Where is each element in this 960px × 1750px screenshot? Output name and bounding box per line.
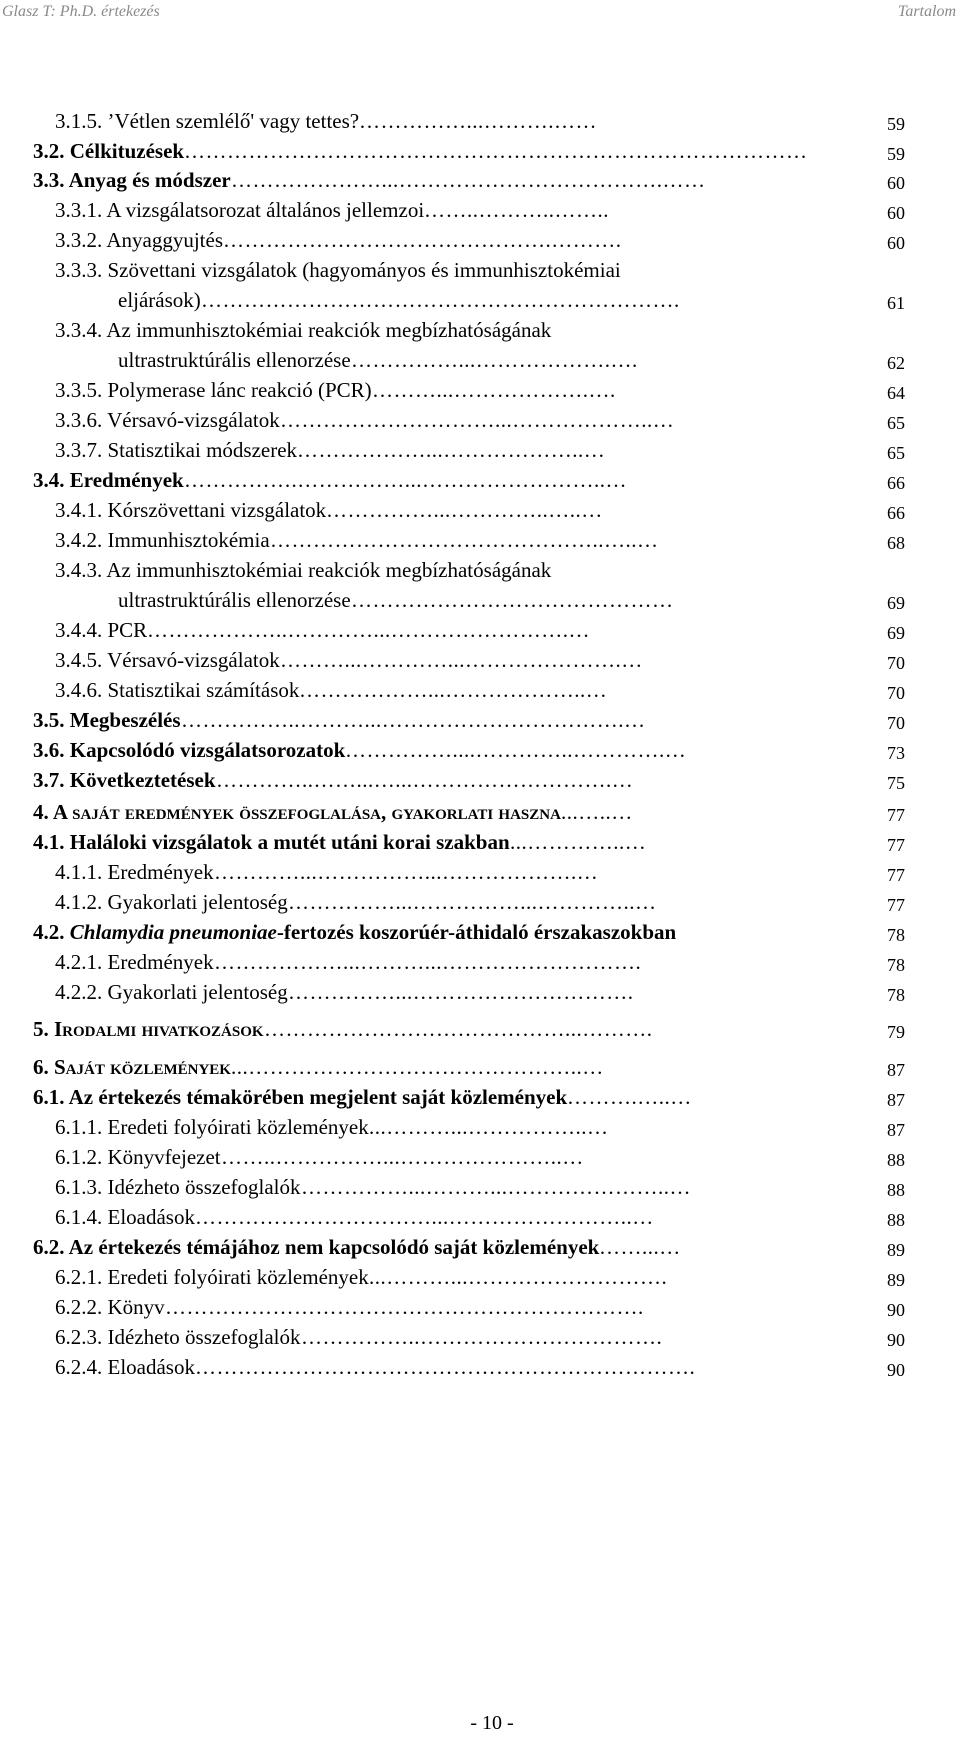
toc-entry-title [55, 858, 214, 886]
toc-entry-number: 6.2. [33, 1235, 65, 1259]
toc-entry-page: 65 [887, 413, 905, 433]
toc-entry-label: Eloadások [102, 1205, 195, 1229]
toc-entry-number: 3.5. [33, 708, 65, 732]
toc-entry-title [55, 1203, 195, 1231]
toc-entry-label: A saját eredmények összefoglalása, gyakorlati haszna [48, 800, 561, 824]
toc-entry-label: Könyvfejezet [102, 1145, 221, 1169]
toc-entry-page: 90 [887, 1360, 905, 1380]
toc-entry-number: 4.2.2. [55, 980, 103, 1004]
toc-entry-3-3-2[interactable] [0, 226, 960, 254]
toc-entry-3-4-3[interactable] [0, 556, 960, 613]
toc-entry-leader: ...………...………………………. [369, 1265, 668, 1289]
toc-entry-3-6[interactable] [0, 736, 960, 764]
toc-entry-leader: …………………………...………………..… [280, 408, 675, 432]
toc-entry-number: 3.3.3. [55, 258, 103, 282]
toc-entry-page: 69 [887, 623, 905, 643]
toc-entry-page: 75 [887, 773, 905, 793]
toc-entry-label: Kórszövettani vizsgálatok [102, 498, 327, 522]
toc-entry-6-1-1[interactable] [0, 1113, 960, 1141]
toc-entry-3-3-4[interactable] [0, 316, 960, 373]
toc-entry-title [33, 137, 184, 165]
toc-entry-leader: ……….…..… [567, 1085, 692, 1109]
toc-entry-number: 6.2.4. [55, 1355, 103, 1379]
toc-entry-label: Immunhisztokémia [102, 528, 270, 552]
toc-entry-label: Eredmények [102, 950, 214, 974]
toc-entry-6-2-1[interactable] [0, 1263, 960, 1291]
toc-entry-label: Polymerase lánc reakció (PCR) [102, 378, 372, 402]
toc-entry-title [55, 496, 326, 524]
toc-entry-page: 62 [887, 353, 905, 373]
toc-entry-3-3-6[interactable] [0, 406, 960, 434]
toc-entry-leader: ………………...………...………………………. [214, 950, 642, 974]
toc-entry-page: 60 [887, 173, 905, 193]
toc-entry-number: 6.2.1. [55, 1265, 103, 1289]
toc-entry-page: 59 [887, 144, 905, 164]
toc-entry-number: 4. [33, 800, 49, 824]
toc-entry-number: 3.4.3. [55, 558, 103, 582]
toc-entry-page: 65 [887, 443, 905, 463]
toc-entry-6-2[interactable] [0, 1233, 960, 1261]
toc-entry-number: 3.7. [33, 768, 65, 792]
toc-entry-leader: ……………..……………………………. [301, 1325, 663, 1349]
toc-entry-number: 6.1.1. [55, 1115, 103, 1139]
toc-entry-page: 88 [887, 1210, 905, 1230]
toc-entry-4[interactable] [0, 798, 960, 826]
toc-entry-title [33, 918, 676, 946]
toc-entry-title [33, 1015, 264, 1043]
toc-entry-number: 3.3. [33, 168, 65, 192]
toc-entry-number: 6.2.3. [55, 1325, 103, 1349]
toc-entry-number: 6.2.2. [55, 1295, 103, 1319]
toc-entry-continuation: ultrastruktúrális ellenorzése [118, 588, 351, 612]
toc-entry-label: ’Vétlen szemlélő' vagy tettes? [102, 109, 360, 133]
toc-entry-label: Szövettani vizsgálatok (hagyományos és immunhisztokémiai [102, 258, 621, 282]
toc-entry-number: 3.3.2. [55, 228, 103, 252]
toc-entry-4-1[interactable] [0, 828, 960, 856]
toc-entry-leader: ……………...…………………………. [288, 980, 634, 1004]
toc-entry-title [55, 556, 551, 584]
toc-entry-leader: ………………………………………..…..… [270, 528, 659, 552]
toc-entry-number: 4.1.2. [55, 890, 103, 914]
toc-entry-label: Gyakorlati jelentoség [102, 890, 288, 914]
toc-entry-title [55, 978, 288, 1006]
header-left-text: Glasz T: Ph.D. értekezés [2, 3, 160, 20]
toc-entry-page: 88 [887, 1180, 905, 1200]
toc-entry-6-2-3[interactable] [0, 1323, 960, 1351]
toc-entry-leader: ……………………………...……………………..… [195, 1205, 654, 1229]
toc-entry-leader: …………………………………………………………………………… [184, 139, 808, 163]
toc-entry-title [55, 616, 147, 644]
toc-entry-leader: ……...… [599, 1235, 681, 1259]
toc-entry-continuation: ultrastruktúrális ellenorzése [118, 348, 351, 372]
toc-entry-4-2-1[interactable] [0, 948, 960, 976]
toc-entry-label: Irodalmi hivatkozások [48, 1017, 264, 1041]
toc-entry-number: 4.2. [33, 920, 65, 944]
toc-entry-leader: ……………………………………………………………. [195, 1355, 696, 1379]
toc-entry-title [33, 1233, 599, 1261]
toc-entry-title [55, 406, 280, 434]
toc-entry-number: 6.1.3. [55, 1175, 103, 1199]
toc-entry-number: 3.6. [33, 738, 65, 762]
toc-entry-label: Eredmények [102, 860, 214, 884]
toc-entry-number: 3.1.5. [55, 109, 103, 133]
toc-entry-page: 66 [887, 503, 905, 523]
toc-entry-title [55, 1113, 369, 1141]
toc-entry-page: 90 [887, 1300, 905, 1320]
toc-entry-page: 89 [887, 1240, 905, 1260]
toc-entry-4-2[interactable] [0, 918, 960, 946]
toc-entry-3-5[interactable] [0, 706, 960, 734]
toc-entry-title [55, 1323, 301, 1351]
toc-entry-6[interactable] [0, 1053, 960, 1081]
toc-entry-title [55, 1353, 195, 1381]
toc-entry-3-3[interactable] [0, 166, 960, 194]
toc-entry-label: Eloadások [102, 1355, 195, 1379]
toc-entry-title [33, 1083, 567, 1111]
toc-entry-title [33, 706, 181, 734]
toc-entry-page: 68 [887, 533, 905, 553]
toc-entry-3-4-4[interactable] [0, 616, 960, 644]
toc-entry-3-3-5[interactable] [0, 376, 960, 404]
toc-entry-number: 3.3.7. [55, 438, 103, 462]
toc-entry-leader: …………………………………………………………. [201, 288, 680, 312]
toc-entry-4-1-2[interactable] [0, 888, 960, 916]
toc-entry-title [55, 888, 288, 916]
toc-entry-page: 73 [887, 743, 905, 763]
header-right-text: Tartalom [897, 3, 956, 20]
toc-entry-label: -fertozés koszorúér-áthidaló érszakaszokban [276, 920, 677, 944]
toc-entry-label: Eredeti folyóirati közlemények [102, 1115, 369, 1139]
toc-entry-page: 87 [887, 1090, 905, 1110]
toc-entry-3-7[interactable] [0, 766, 960, 794]
toc-entry-number: 3.4.1. [55, 498, 103, 522]
toc-entry-number: 6.1.4. [55, 1205, 103, 1229]
toc-entry-title [55, 1293, 165, 1321]
toc-entry-leader: ...………...……………..… [369, 1115, 609, 1139]
toc-entry-page: 77 [887, 835, 905, 855]
toc-entry-page: 70 [887, 713, 905, 733]
toc-entry-italic-title: Chlamydia pneumoniae [64, 920, 277, 944]
toc-entry-label: Könyv [102, 1295, 165, 1319]
toc-entry-3-1-5[interactable] [0, 107, 960, 135]
toc-entry-leader: …………….……………...……………………..… [184, 468, 627, 492]
toc-entry-3-2[interactable] [0, 137, 960, 165]
toc-entry-title [55, 646, 280, 674]
toc-entry-6-1-3[interactable] [0, 1173, 960, 1201]
toc-entry-page: 70 [887, 653, 905, 673]
toc-entry-continuation: eljárások) [118, 288, 201, 312]
toc-entry-3-4-1[interactable] [0, 496, 960, 524]
toc-entry-label: Statisztikai számítások [102, 678, 300, 702]
toc-entry-page: 60 [887, 233, 905, 253]
toc-entry-title [33, 166, 231, 194]
toc-entry-leader: ……………...…………..…..… [326, 498, 603, 522]
toc-entry-number: 3.3.1. [55, 198, 103, 222]
toc-entry-page: 69 [887, 593, 905, 613]
toc-entry-leader: ………………...………………..… [297, 438, 606, 462]
toc-entry-title [55, 1173, 301, 1201]
toc-entry-leader: ……………………………………… [351, 588, 674, 612]
toc-entry-leader: ……………...……………….…. [351, 348, 638, 372]
toc-entry-title [55, 196, 424, 224]
toc-entry-page: 90 [887, 1330, 905, 1350]
toc-entry-number: 4.1. [33, 830, 65, 854]
toc-entry-page: 70 [887, 683, 905, 703]
toc-entry-page: 59 [887, 114, 905, 134]
toc-entry-4-1-1[interactable] [0, 858, 960, 886]
toc-entry-leader: …………………………………………………………. [165, 1295, 644, 1319]
toc-entry-number: 3.4.4. [55, 618, 103, 642]
toc-entry-6-1-4[interactable] [0, 1203, 960, 1231]
toc-entry-label: Saját közlemények [48, 1055, 231, 1079]
toc-entry-page: 78 [887, 955, 905, 975]
toc-entry-leader: ……..………..…….. [424, 198, 609, 222]
toc-entry-title [55, 107, 359, 135]
toc-entry-leader: …………..……...…...……………………….… [216, 768, 634, 792]
toc-entry-label: Célkituzések [64, 139, 185, 163]
toc-entry-5[interactable] [0, 1015, 960, 1043]
toc-entry-leader: ...………………………………………..… [231, 1055, 604, 1079]
toc-entry-number: 6.1. [33, 1085, 65, 1109]
toc-entry-label: Következtetések [64, 768, 216, 792]
toc-entry-title [33, 1053, 231, 1081]
toc-entry-leader: ………………...………………..… [299, 678, 608, 702]
toc-entry-page: 77 [887, 805, 905, 825]
toc-entry-leader: ………………..…………...…………………….… [147, 618, 590, 642]
toc-entry-page: 78 [887, 925, 905, 945]
toc-entry-3-4-6[interactable] [0, 676, 960, 704]
toc-entry-leader: ……………………………………….………. [223, 228, 622, 252]
toc-entry-leader: ……………....…………..………….… [345, 738, 687, 762]
toc-entry-page: 79 [887, 1022, 905, 1042]
toc-entry-label: Az immunhisztokémiai reakciók megbízhatóságának [102, 558, 552, 582]
toc-entry-title [55, 436, 297, 464]
toc-entry-6-2-4[interactable] [0, 1353, 960, 1381]
toc-entry-label: A vizsgálatsorozat általános jellemzoi [102, 198, 425, 222]
toc-entry-title [55, 948, 214, 976]
toc-entry-page: 60 [887, 203, 905, 223]
toc-entry-title [33, 766, 216, 794]
toc-entry-page: 89 [887, 1270, 905, 1290]
toc-entry-title [55, 1143, 221, 1171]
toc-entry-leader: ……………...……………...…………..… [288, 890, 657, 914]
toc-entry-page: 61 [887, 293, 905, 313]
toc-entry-3-3-3[interactable] [0, 256, 960, 313]
toc-entry-title [33, 466, 184, 494]
toc-entry-label: Idézheto összefoglalók [102, 1325, 301, 1349]
toc-entry-title [33, 828, 510, 856]
toc-entry-title [33, 736, 345, 764]
toc-entry-label: Anyag és módszer [64, 168, 231, 192]
toc-entry-number: 6.1.2. [55, 1145, 103, 1169]
toc-entry-3-4-2[interactable] [0, 526, 960, 554]
toc-entry-label: Az értekezés témájához nem kapcsolódó saját közlemények [64, 1235, 600, 1259]
toc-entry-leader: ……………..………...…………………………….… [181, 708, 646, 732]
toc-entry-number: 6. [33, 1055, 49, 1079]
toc-entry-page: 78 [887, 985, 905, 1005]
toc-entry-3-3-1[interactable] [0, 196, 960, 224]
toc-entry-title [55, 526, 270, 554]
toc-entry-page: 66 [887, 473, 905, 493]
toc-entry-leader: ……………………………………...………. [264, 1017, 653, 1041]
toc-entry-label: Az értekezés témakörében megjelent saját közlemények [64, 1085, 568, 1109]
toc-entry-number: 4.1.1. [55, 860, 103, 884]
toc-entry-page: 77 [887, 865, 905, 885]
toc-entry-number: 4.2.1. [55, 950, 103, 974]
toc-entry-leader: ……..……………...…………………..… [221, 1145, 584, 1169]
toc-entry-title [55, 376, 372, 404]
toc-entry-number: 3.4.2. [55, 528, 103, 552]
toc-entry-page: 64 [887, 383, 905, 403]
toc-entry-title [55, 1263, 369, 1291]
toc-entry-6-1-2[interactable] [0, 1143, 960, 1171]
toc-entry-3-4[interactable] [0, 466, 960, 494]
toc-entry-title [55, 226, 223, 254]
toc-entry-number: 3.4.5. [55, 648, 103, 672]
page-number [0, 1712, 960, 1735]
toc-entry-leader: …………...……………...……………….… [214, 860, 599, 884]
toc-entry-label: Vérsavó-vizsgálatok [102, 648, 280, 672]
toc-entry-label: Megbeszélés [64, 708, 181, 732]
toc-entry-label: PCR [102, 618, 148, 642]
toc-entry-number: 3.4. [33, 468, 65, 492]
toc-entry-title [55, 256, 621, 284]
toc-entry-title [55, 676, 299, 704]
toc-entry-page: 77 [887, 895, 905, 915]
toc-entry-6-1[interactable] [0, 1083, 960, 1111]
page-number-text: - 10 - [470, 1712, 514, 1734]
toc-entry-leader: …………………...……………………………….…… [231, 168, 706, 192]
toc-entry-page: 87 [887, 1060, 905, 1080]
toc-entry-leader: ………...……………….…. [372, 378, 616, 402]
toc-entry-leader: ...…..… [561, 800, 633, 824]
toc-entry-number: 5. [33, 1017, 49, 1041]
toc-entry-leader: ……………...……….…… [359, 109, 597, 133]
toc-entry-number: 3.4.6. [55, 678, 103, 702]
toc-entry-page: 88 [887, 1150, 905, 1170]
toc-entry-4-2-2[interactable] [0, 978, 960, 1006]
toc-entry-number: 3.3.5. [55, 378, 103, 402]
toc-entry-leader: ……………...………...…………………..… [301, 1175, 691, 1199]
toc-entry-label: Eredeti folyóirati közlemények [102, 1265, 369, 1289]
toc-entry-number: 3.3.6. [55, 408, 103, 432]
toc-entry-label: Vérsavó-vizsgálatok [102, 408, 280, 432]
toc-entry-label: Gyakorlati jelentoség [102, 980, 288, 1004]
toc-entry-3-3-7[interactable] [0, 436, 960, 464]
toc-entry-number: 3.3.4. [55, 318, 103, 342]
toc-entry-label: Idézheto összefoglalók [102, 1175, 301, 1199]
toc-entry-label: Haláloki vizsgálatok a mutét utáni korai szakban [64, 830, 510, 854]
toc-entry-label: Statisztikai módszerek [102, 438, 298, 462]
toc-entry-title [55, 316, 551, 344]
toc-entry-leader: ...…………..… [510, 830, 647, 854]
toc-entry-label: Eredmények [64, 468, 184, 492]
toc-entry-6-2-2[interactable] [0, 1293, 960, 1321]
toc-entry-number: 3.2. [33, 139, 65, 163]
toc-entry-label: Kapcsolódó vizsgálatsorozatok [64, 738, 346, 762]
toc-entry-page: 87 [887, 1120, 905, 1140]
toc-entry-leader: ………...…………...………………….… [280, 648, 643, 672]
toc-entry-3-4-5[interactable] [0, 646, 960, 674]
toc-entry-label: Anyaggyujtés [102, 228, 223, 252]
toc-entry-label: Az immunhisztokémiai reakciók megbízhatóságának [102, 318, 552, 342]
toc-entry-title [33, 798, 561, 826]
